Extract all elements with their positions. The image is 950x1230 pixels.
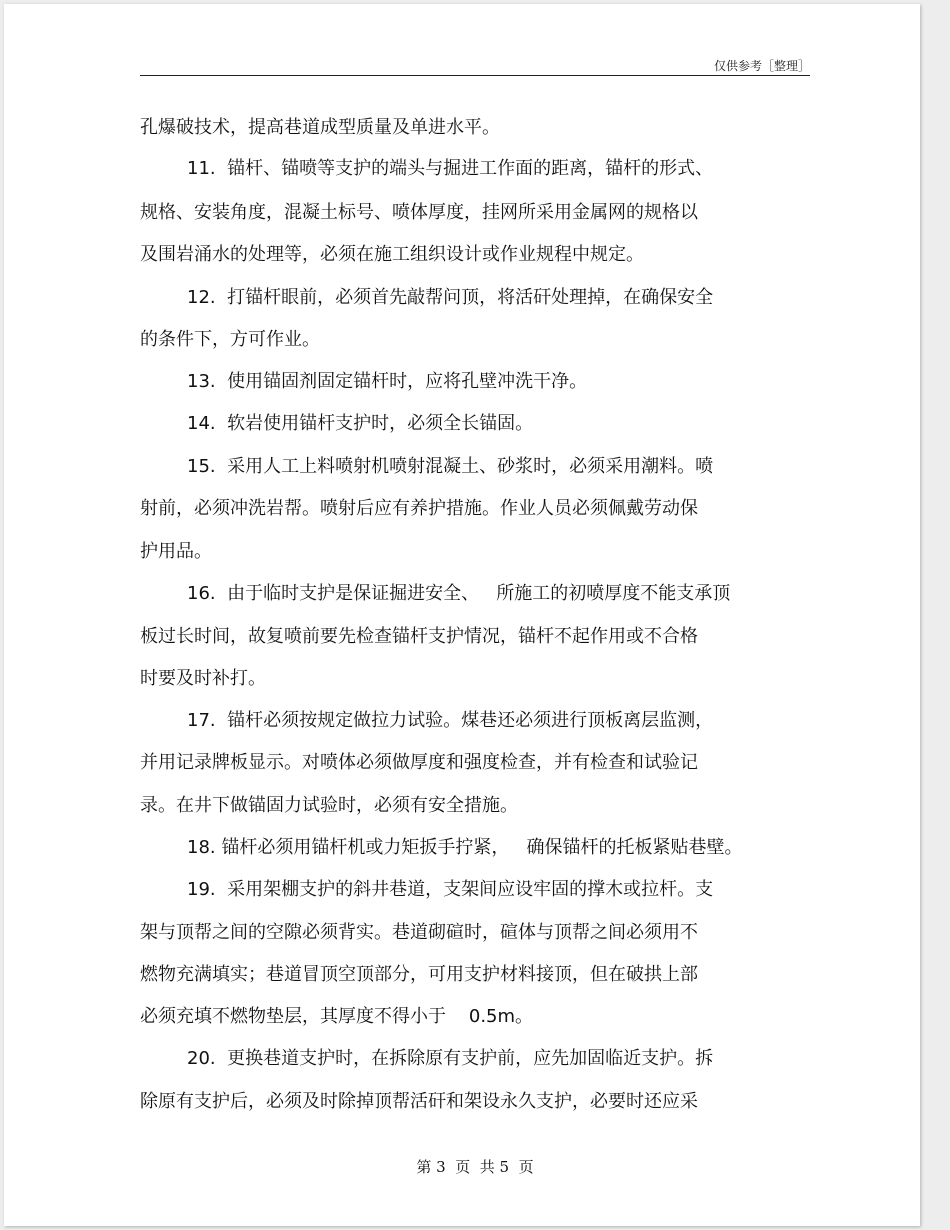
body-line: 架与顶帮之间的空隙必须背实。巷道砌碹时，碹体与顶帮之间必须用不	[140, 922, 698, 943]
body-line: 燃物充满填实；巷道冒顶空顶部分，可用支护材料接顶，但在破拱上部	[140, 964, 698, 985]
body-line: 19. 采用架棚支护的斜井巷道，支架间应设牢固的撑木或拉杆。支	[187, 879, 714, 900]
body-line: 孔爆破技术，提高巷道成型质量及单进水平。	[140, 117, 500, 138]
body-line: 必须充填不燃物垫层，其厚度不得小于 0.5m。	[140, 1006, 534, 1027]
body-line: 护用品。	[140, 541, 212, 562]
body-line: 除原有支护后，必须及时除掉顶帮活矸和架设永久支护，必要时还应采	[140, 1091, 698, 1112]
body-line: 13. 使用锚固剂固定锚杆时，应将孔壁冲洗干净。	[187, 371, 588, 392]
body-line: 18. 锚杆必须用锚杆机或力矩扳手拧紧， 确保锚杆的托板紧贴巷壁。	[187, 837, 743, 858]
body-line: 的条件下，方可作业。	[140, 329, 320, 350]
page-number-footer: 第 3 页 共 5 页	[416, 1158, 534, 1176]
body-line: 11. 锚杆、锚喷等支护的端头与掘进工作面的距离，锚杆的形式、	[187, 158, 714, 179]
document-page	[4, 4, 920, 1226]
body-line: 20. 更换巷道支护时，在拆除原有支护前，应先加固临近支护。拆	[187, 1048, 714, 1069]
body-line: 及围岩涌水的处理等，必须在施工组织设计或作业规程中规定。	[140, 244, 644, 265]
body-line: 12. 打锚杆眼前，必须首先敲帮问顶，将活矸处理掉，在确保安全	[187, 287, 714, 308]
body-line: 录。在井下做锚固力试验时，必须有安全措施。	[140, 795, 518, 816]
body-line: 规格、安装角度，混凝土标号、喷体厚度，挂网所采用金属网的规格以	[140, 202, 698, 223]
body-line: 14. 软岩使用锚杆支护时，必须全长锚固。	[187, 413, 534, 434]
body-line: 17. 锚杆必须按规定做拉力试验。煤巷还必须进行顶板离层监测，	[187, 710, 714, 731]
body-line: 15. 采用人工上料喷射机喷射混凝土、砂浆时，必须采用潮料。喷	[187, 456, 714, 477]
header-note: 仅供参考［整理］	[713, 59, 810, 73]
body-line: 时要及时补打。	[140, 668, 266, 689]
body-line: 射前，必须冲洗岩帮。喷射后应有养护措施。作业人员必须佩戴劳动保	[140, 498, 698, 519]
body-line: 板过长时间，故复喷前要先检查锚杆支护情况，锚杆不起作用或不合格	[140, 626, 698, 647]
body-line: 并用记录牌板显示。对喷体必须做厚度和强度检查，并有检查和试验记	[140, 752, 698, 773]
page-header	[140, 55, 810, 76]
body-line: 16. 由于临时支护是保证掘进安全、 所施工的初喷厚度不能支承顶	[187, 583, 731, 604]
